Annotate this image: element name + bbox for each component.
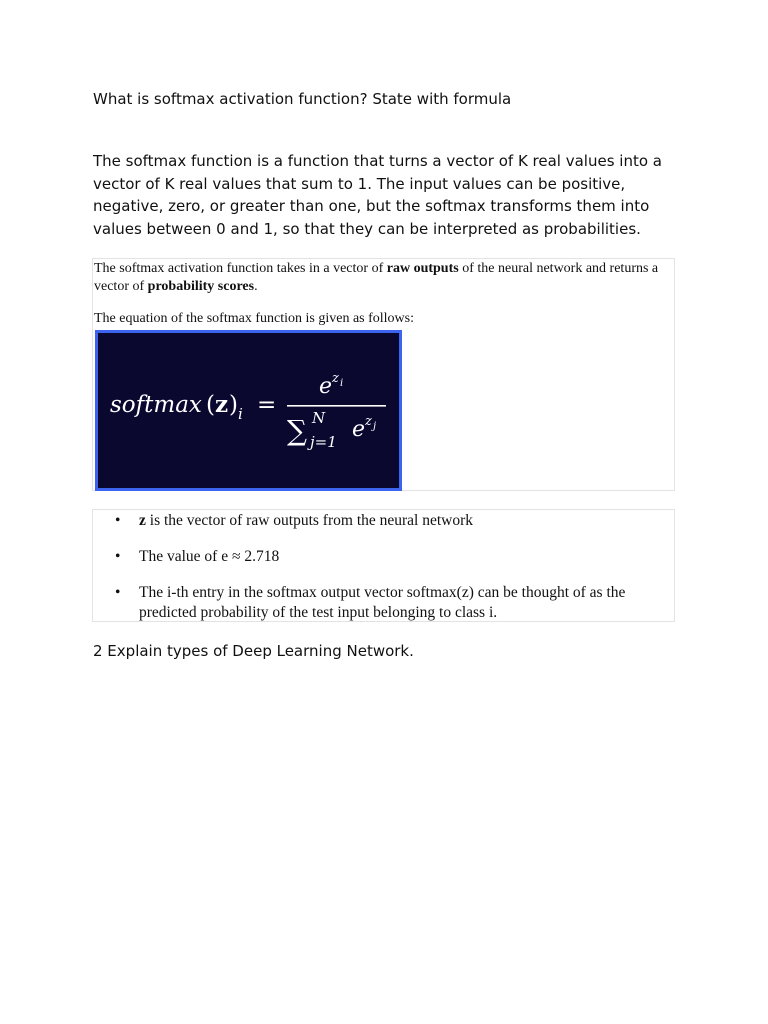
formula-numerator-base: e [319,374,333,399]
formula-arg: z [215,391,229,418]
description-text-3: . [254,279,258,294]
description-text-2: of the neural network and returns a vector of [94,261,659,294]
formula-denominator-base: e [352,417,366,442]
formula-svg [98,333,399,488]
softmax-description [94,260,672,296]
bullet-text-body: is the vector of raw outputs from the neural network [145,512,474,529]
bullet-marker: • [115,512,121,529]
answer-paragraph: The softmax function is a function that turns a vector of K real values into a vector of K real values that sum to 1. The input values can be positive, negative, zero, or greater than one, but the softmax transforms them into values between 0 and 1, so that they can be interpreted as probabilities. [93,152,662,238]
question-1-heading: What is softmax activation function? State with formula [93,90,512,108]
formula-function-name: softmax [110,392,202,418]
bullet-text [139,511,664,531]
formula-sum-lower: j=1 [310,433,337,451]
formula-denominator-exp: z [365,414,372,429]
formula-denominator-exp-sub: j [373,421,377,432]
bullet-list-box [92,509,675,622]
formula-numerator-exp: z [332,371,339,386]
bullet-text: The i-th entry in the softmax output vector softmax(z) can be thought of as the predicted probability of the test input belonging to class i. [139,584,626,621]
bullet-marker: • [115,548,121,565]
description-bold-probability-scores: probability scores [147,279,255,294]
formula-equals: = [257,392,277,418]
formula-sum-symbol: ∑ [287,414,307,447]
pasted-content-box [92,258,675,491]
bullet-marker: • [115,584,121,601]
formula-open-paren: ( [206,392,215,418]
description-text-1: The softmax activation function takes in a vector of [94,261,387,276]
formula-close-paren: ) [229,392,238,418]
formula-lhs-subscript: i [238,405,243,423]
formula-fraction-bar [287,405,386,407]
question-2-heading: 2 Explain types of Deep Learning Network. [93,642,414,660]
description-bold-raw-outputs: raw outputs [386,261,459,276]
equation-intro: The equation of the softmax function is given as follows: [94,311,414,326]
bullet-bold-z: z [139,512,146,529]
formula-sum-upper: N [312,409,326,427]
formula-numerator-exp-sub: i [340,378,344,389]
bullet-text: The value of e ≈ 2.718 [139,548,280,565]
softmax-formula-image [95,330,402,491]
